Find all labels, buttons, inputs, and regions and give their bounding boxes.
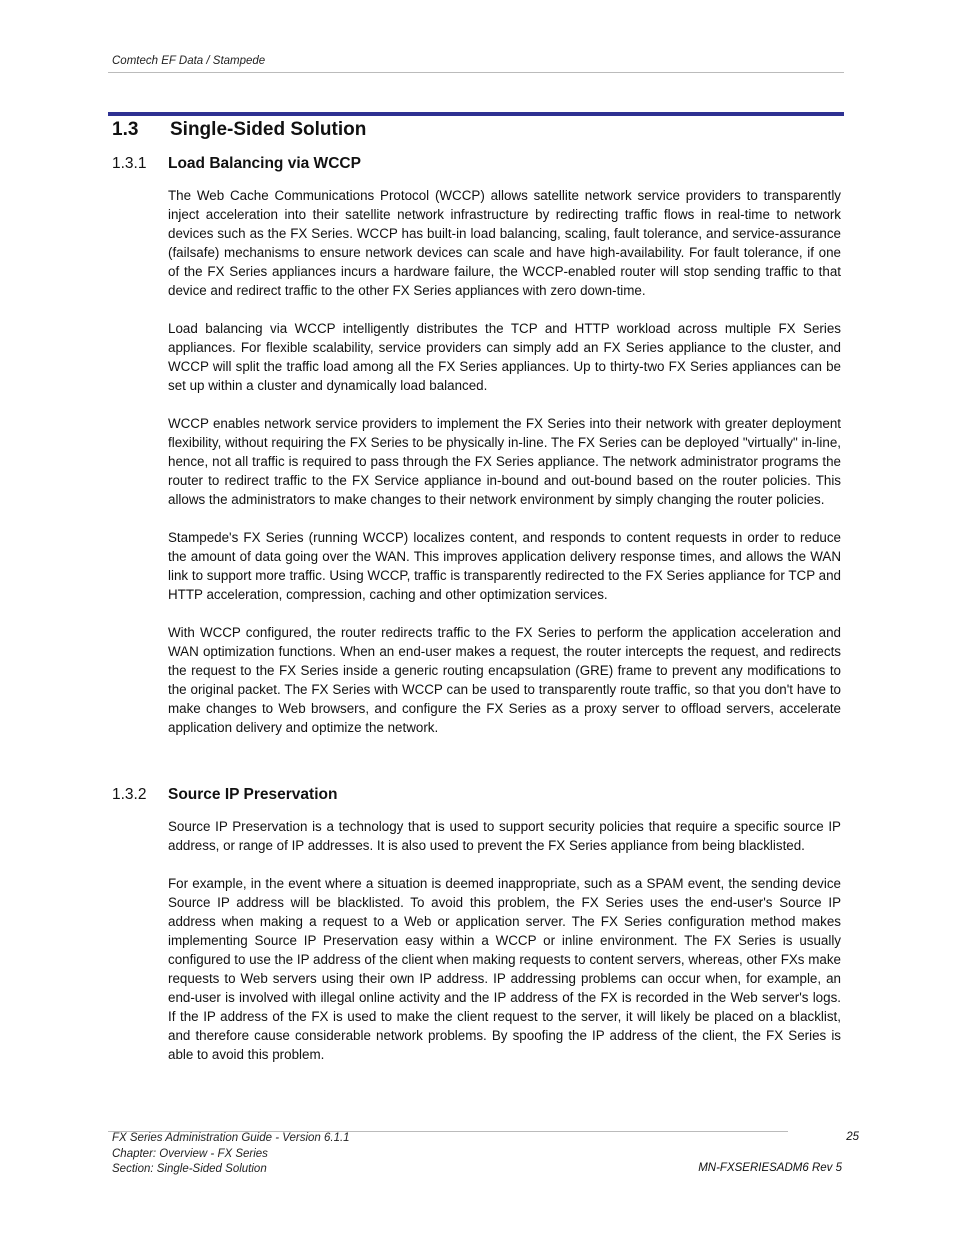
running-header: Comtech EF Data / Stampede: [112, 55, 266, 67]
footer-chapter: Chapter: Overview - FX Series: [112, 1147, 268, 1160]
footer-section: Section: Single-Sided Solution: [112, 1163, 267, 1175]
header-divider: [108, 72, 844, 73]
paragraph: WCCP enables network service providers to implement the FX Series into their network with greater deployment flexibility, without requiring the FX Series to be physically in-line. The FX Series can be deployed "virtually" in-line, hence, not all traffic is required to pass through the FX Series appliance. The network administrator programs the router to redirect traffic to the FX Service appliance in-bound and out-bound based on the router policies. This allows the administrators to make changes to their network environment by simply changing the router policies.: [168, 416, 841, 507]
subsection-body-2: [168, 817, 841, 1083]
paragraph: Source IP Preservation is a technology that is used to support security policies that require a specific source IP address, or range of IP addresses. It is also used to prevent the FX Series appliance from being blacklisted.: [168, 819, 841, 853]
paragraph: For example, in the event where a situation is deemed inappropriate, such as a SPAM event, the sending device Source IP address will be blacklisted. To avoid this problem, the FX Series uses the end-user's Source IP address when making a request to a Web or application server. The FX Series configuration method makes implementing Source IP Preservation easy within a WCCP or inline environment. The FX Series is usually configured to use the IP address of the client when making requests to content servers, whereas, other FXs make requests to Web servers using their own IP address. IP addressing problems can occur when, for example, an end-user is involved with illegal online activity and the IP address of the FX is recorded in the Web server's logs. If the IP address of the FX is used to make the client request to the server, it will likely be placed on a blacklist, and therefore cause considerable network problems. By spoofing the IP address of the client, the FX Series is able to avoid this problem.: [168, 876, 841, 1062]
section-number: 1.3: [112, 119, 139, 140]
section-rule: [108, 112, 844, 116]
subsection-title: Source IP Preservation: [168, 786, 338, 803]
subsection-heading-2: [112, 786, 337, 804]
footer-info: [112, 1131, 350, 1178]
subsection-number: 1.3.2: [112, 786, 147, 803]
document-id: MN-FXSERIESADM6 Rev 5: [698, 1162, 842, 1174]
paragraph: With WCCP configured, the router redirects traffic to the FX Series to perform the application acceleration and WAN optimization functions. When an end-user makes a request, the router intercepts the request, and redirects the request to the FX Series inside a generic routing encapsulation (GRE) frame to prevent any modifications to the original packet. The FX Series with WCCP can be used to transparently route traffic, so that you don't have to make changes to Web browsers, and configure the FX Series as a proxy server to offload servers, accelerate application delivery and optimize the network.: [168, 625, 841, 735]
section-heading: [112, 119, 366, 141]
paragraph: Stampede's FX Series (running WCCP) localizes content, and responds to content requests in order to reduce the amount of data going over the WAN. This improves application delivery response times, and allows the WAN link to support more traffic. Using WCCP, traffic is transparently redirected to the FX Series appliance for TCP and HTTP acceleration, compression, caching and other optimization services.: [168, 530, 841, 602]
paragraph: Load balancing via WCCP intelligently distributes the TCP and HTTP workload across multiple FX Series appliances. For flexible scalability, service providers can simply add an FX Series appliance to the cluster, and WCCP will split the traffic load among all the FX Series appliances. Up to thirty-two FX Series appliances can be set up within a cluster and dynamically load balanced.: [168, 321, 841, 393]
subsection-title: Load Balancing via WCCP: [168, 155, 361, 172]
paragraph: The Web Cache Communications Protocol (WCCP) allows satellite network service providers to transparently inject acceleration into their satellite network infrastructure by redirecting traffic flows in real-time to network devices such as the FX Series. WCCP has built-in load balancing, scaling, fault tolerance, and service-assurance (failsafe) mechanisms to ensure network devices can scale and have high-availability. For fault tolerance, if one of the FX Series appliances incurs a hardware failure, the WCCP-enabled router will stop sending traffic to that device and redirect traffic to the other FX Series appliances with zero down-time.: [168, 188, 841, 298]
subsection-number: 1.3.1: [112, 155, 147, 172]
page-number: 25: [846, 1131, 859, 1143]
footer-guide-title: FX Series Administration Guide - Version 6.1.1: [112, 1132, 350, 1144]
section-title: Single-Sided Solution: [170, 119, 367, 140]
subsection-body-1: [168, 186, 841, 756]
subsection-heading-1: [112, 155, 361, 173]
